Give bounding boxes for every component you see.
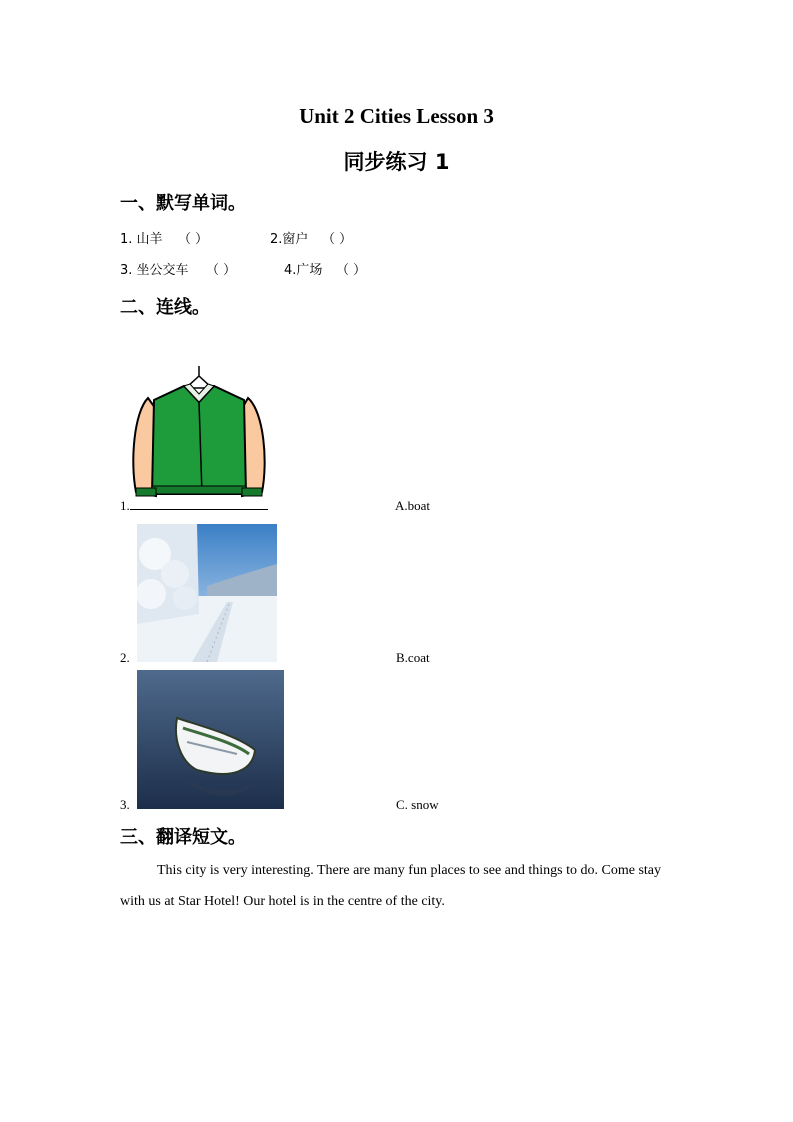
- item-3-blank: （ ）: [206, 263, 237, 278]
- coat-picture: [128, 362, 270, 502]
- snow-picture: [137, 524, 277, 662]
- page-subtitle: 同步练习 1: [343, 150, 450, 174]
- answer-underline: [130, 509, 268, 510]
- section-2-heading: 二、连线。: [120, 297, 210, 318]
- item-2-label: 2.窗户: [270, 232, 309, 247]
- passage-line-1: This city is very interesting. There are many fun places to see and things to do. Come stay: [157, 863, 662, 878]
- item-1-blank: （ ）: [178, 232, 209, 247]
- section-3-heading: 三、翻译短文。: [120, 827, 246, 848]
- option-c: C. snow: [396, 797, 439, 812]
- option-a: A.boat: [395, 498, 431, 513]
- item-4-label: 4.广场: [284, 263, 323, 278]
- section-1-heading: 一、默写单词。: [120, 193, 246, 214]
- item-3-label: 3. 坐公交车: [120, 263, 189, 278]
- match-number-3: 3.: [120, 797, 130, 812]
- page-title: Unit 2 Cities Lesson 3: [299, 104, 494, 128]
- item-1-label: 1. 山羊: [120, 232, 163, 247]
- passage-line-2: with us at Star Hotel! Our hotel is in the centre of the city.: [120, 894, 445, 909]
- boat-picture: [137, 670, 284, 809]
- item-2-blank: （ ）: [322, 232, 353, 247]
- match-number-1: 1.: [120, 498, 130, 513]
- option-b: B.coat: [396, 650, 430, 665]
- item-4-blank: （ ）: [336, 263, 367, 278]
- match-number-2: 2.: [120, 650, 130, 665]
